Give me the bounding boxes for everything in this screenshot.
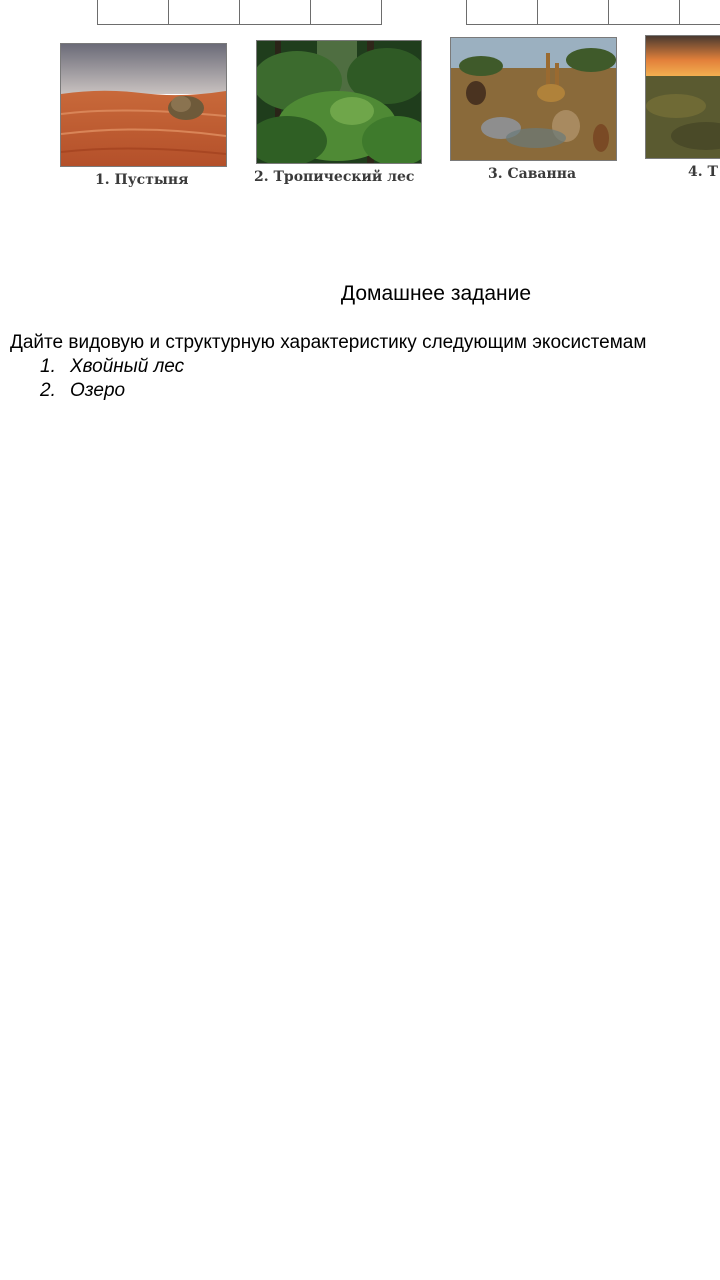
desert-photo [60,43,227,167]
homework-item [40,379,184,403]
caption-tundra: 4. Т [688,164,718,180]
caption-savanna: 3. Саванна [488,166,577,182]
homework-title: Домашнее задание [340,282,532,305]
tropical-forest-photo [256,40,422,164]
textbook-scan [0,0,720,200]
homework-item-text: Хвойный лес [70,356,185,377]
homework-item [40,355,184,379]
table-fragment-left [97,0,382,25]
homework-item-text: Озеро [70,380,126,401]
tundra-photo [645,35,720,159]
table-fragment-right [466,0,720,25]
homework-instruction: Дайте видовую и структурную характеристику следующим экосистемам [10,332,647,353]
savanna-photo [450,37,617,161]
caption-desert: 1. Пустыня [95,172,189,188]
homework-item-number: 2. [40,380,56,401]
caption-tropical-forest: 2. Тропический лес [254,169,415,185]
homework-list [40,355,184,403]
homework-item-number: 1. [40,356,56,377]
